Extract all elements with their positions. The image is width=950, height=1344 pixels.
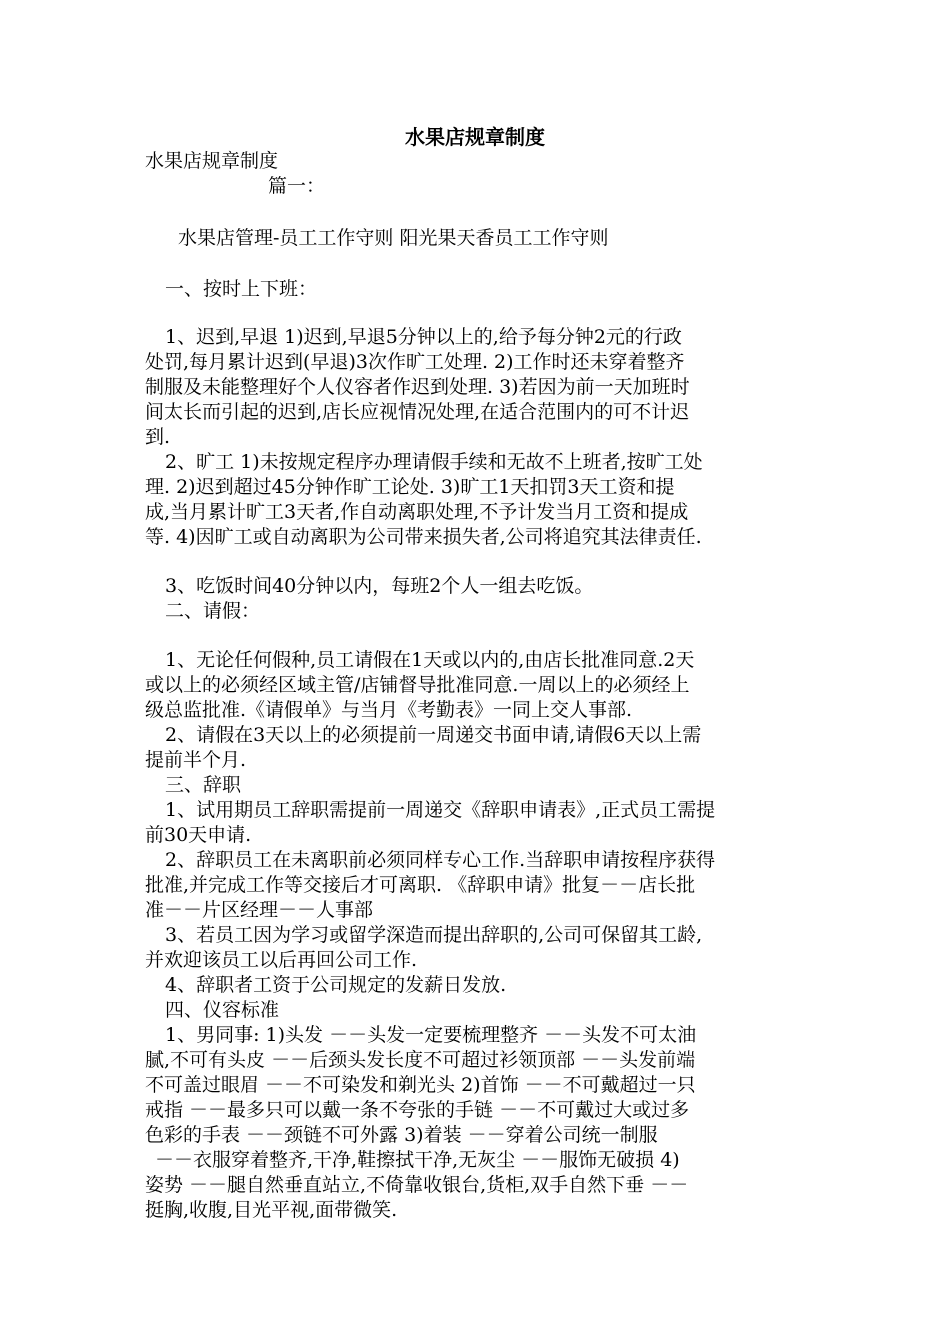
section-heading: 三、辞职	[165, 774, 242, 796]
text-line: 1、男同事: 1)头发 －－头发一定要梳理整齐 －－头发不可太油	[165, 1024, 697, 1046]
text-line: 3、吃饭时间40分钟以内，每班2个人一组去吃饭。	[165, 575, 594, 597]
text-line: 成,当月累计旷工3天者,作自动离职处理,不予计发当月工资和提成	[145, 501, 689, 523]
text-line: 色彩的手表 －－颈链不可外露 3)着装 －－穿着公司统一制服	[145, 1124, 658, 1146]
text-line: 1、无论任何假种,员工请假在1天或以内的,由店长批准同意.2天	[165, 649, 695, 671]
text-line: 不可盖过眼眉 －－不可染发和剃光头 2)首饰 －－不可戴超过一只	[145, 1074, 696, 1096]
text-line: 2、旷工 1)未按规定程序办理请假手续和无故不上班者,按旷工处	[165, 451, 703, 473]
text-line: 准－－片区经理－－人事部	[145, 899, 374, 921]
text-line: 处罚,每月累计迟到(早退)3次作旷工处理. 2)工作时还未穿着整齐	[145, 351, 685, 373]
text-line: 或以上的必须经区域主管/店铺督导批准同意.一周以上的必须经上	[145, 674, 690, 696]
text-line: 级总监批准.《请假单》与当月《考勤表》一同上交人事部.	[145, 699, 633, 721]
text-line: 4、辞职者工资于公司规定的发薪日发放.	[165, 974, 507, 996]
text-line: 篇一：	[268, 175, 326, 197]
text-line: 提前半个月.	[145, 749, 247, 771]
text-line: 制服及未能整理好个人仪容者作迟到处理. 3)若因为前一天加班时	[145, 376, 690, 398]
document-title: 水果店规章制度	[405, 125, 545, 149]
text-line: 2、请假在3天以上的必须提前一周递交书面申请,请假6天以上需	[165, 724, 702, 746]
text-line: 等. 4)因旷工或自动离职为公司带来损失者,公司将追究其法律责任.	[145, 526, 702, 548]
text-line: 到.	[145, 426, 171, 448]
text-line: 姿势 －－腿自然垂直站立,不倚靠收银台,货柜,双手自然下垂 －－	[145, 1174, 689, 1196]
text-line: 理. 2)迟到超过45分钟作旷工论处. 3)旷工1天扣罚3天工资和提	[145, 476, 675, 498]
text-line: 批准,并完成工作等交接后才可离职. 《辞职申请》批复－－店长批	[145, 874, 696, 896]
section-heading: 二、请假：	[165, 600, 261, 622]
text-line: 并欢迎该员工以后再回公司工作.	[145, 949, 418, 971]
text-line: 3、若员工因为学习或留学深造而提出辞职的,公司可保留其工龄,	[165, 924, 703, 946]
section-heading: 四、仪容标准	[165, 999, 280, 1021]
text-line: 水果店管理-员工工作守则 阳光果天香员工工作守则	[178, 227, 609, 249]
text-line: 1、迟到,早退 1)迟到,早退5分钟以上的,给予每分钟2元的行政	[165, 326, 682, 348]
text-line: 挺胸,收腹,目光平视,面带微笑.	[145, 1199, 398, 1221]
text-line: －－衣服穿着整齐,干净,鞋擦拭干净,无灰尘 －－服饰无破损 4)	[155, 1149, 680, 1171]
text-line: 前30天申请.	[145, 824, 252, 846]
text-line: 间太长而引起的迟到,店长应视情况处理,在适合范围内的可不计迟	[145, 401, 690, 423]
text-line: 2、辞职员工在未离职前必须同样专心工作.当辞职申请按程序获得	[165, 849, 716, 871]
section-heading: 一、按时上下班：	[165, 278, 318, 300]
text-line: 水果店规章制度	[145, 150, 279, 172]
text-line: 1、试用期员工辞职需提前一周递交《辞职申请表》,正式员工需提	[165, 799, 716, 821]
text-line: 腻,不可有头皮 －－后颈头发长度不可超过衫领顶部 －－头发前端	[145, 1049, 696, 1071]
text-line: 戒指 －－最多只可以戴一条不夸张的手链 －－不可戴过大或过多	[145, 1099, 690, 1121]
